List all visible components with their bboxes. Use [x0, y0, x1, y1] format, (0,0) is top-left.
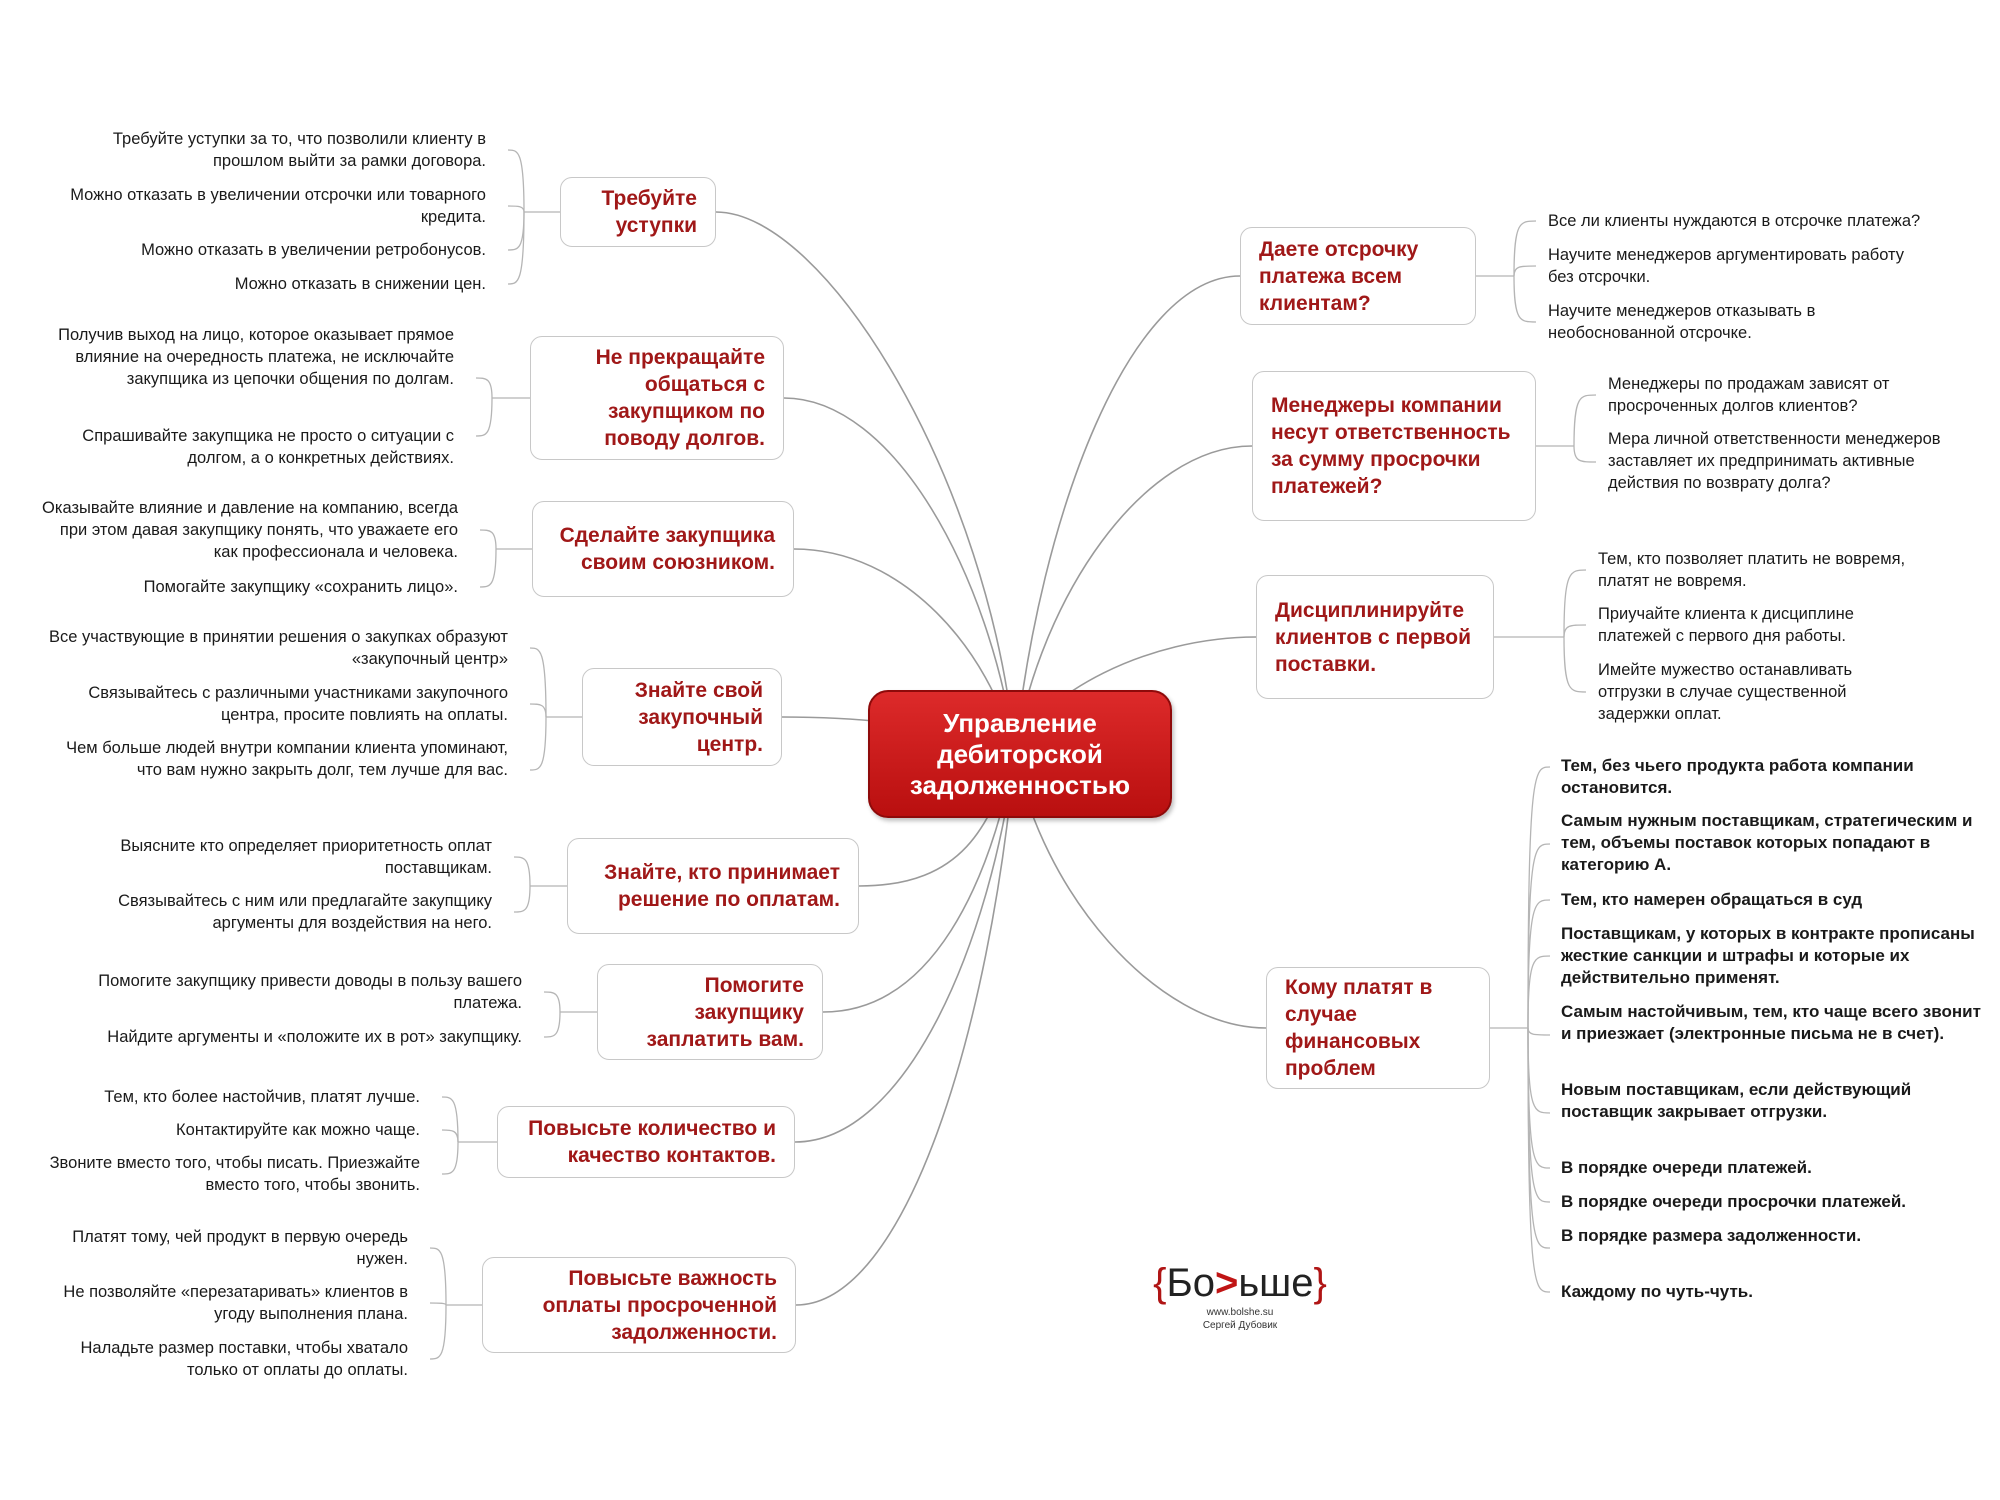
leaf-text: Связывайтесь с ним или предлагайте закупщику аргументы для воздействия на него. — [118, 892, 492, 932]
leaf-text: Научите менеджеров отказывать в необоснованной отсрочке. — [1548, 302, 1816, 342]
topic-who-gets-paid[interactable]: Кому платят в случае финансовых проблем — [1266, 967, 1490, 1089]
logo-brand-left: Бо — [1166, 1261, 1215, 1305]
leaf-text: Требуйте уступки за то, что позволили клиенту в прошлом выйти за рамки договора. — [112, 130, 486, 170]
logo-brand-right: ьше — [1238, 1261, 1314, 1305]
leaf-text: Не позволяйте «перезатаривать» клиентов в угоду выполнения плана. — [63, 1283, 408, 1323]
leaf-text: Выясните кто определяет приоритетность оплат поставщикам. — [120, 837, 492, 877]
bracket-line — [430, 1305, 446, 1359]
bracket-line — [1514, 266, 1536, 276]
leaf-text: Можно отказать в увеличении ретробонусов. — [141, 241, 486, 259]
bracket-line — [1528, 956, 1550, 1028]
leaf-text: Тем, кто более настойчив, платят лучше. — [104, 1088, 420, 1106]
bracket-line — [508, 150, 524, 212]
leaf-text: Имейте мужество останавливать отгрузки в случае существенной задержки оплат. — [1598, 661, 1853, 723]
bracket-line — [514, 886, 530, 912]
leaf-text: В порядке очереди платежей. — [1561, 1158, 1812, 1177]
leaf-text: Наладьте размер поставки, чтобы хватало только от оплаты до оплаты. — [80, 1339, 408, 1379]
bracket-line — [442, 1130, 458, 1142]
bracket-line — [530, 704, 546, 717]
leaf-text: Можно отказать в увеличении отсрочки или товарного кредита. — [70, 186, 486, 226]
topic-increase-contacts[interactable]: Повысьте количество и качество контактов. — [497, 1106, 795, 1178]
topic-know-payment-decider[interactable]: Знайте, кто принимает решение по оплатам. — [567, 838, 859, 934]
bracket-line — [1528, 1028, 1550, 1035]
central-topic[interactable]: Управление дебиторской задолженностью — [868, 690, 1172, 818]
leaf-text: Поставщикам, у которых в контракте прописаны жесткие санкции и штрафы и которые их действительно применят. — [1561, 924, 1975, 987]
bracket-line — [508, 212, 524, 284]
leaf-text: Контактируйте как можно чаще. — [176, 1121, 420, 1139]
bolshe-logo — [1145, 1260, 1335, 1332]
topic-help-buyer-pay[interactable]: Помогите закупщику заплатить вам. — [597, 964, 823, 1060]
bracket-line — [544, 1012, 560, 1037]
leaf-text: Все участвующие в принятии решения о закупках образуют «закупочный центр» — [48, 628, 508, 668]
bracket-line — [430, 1303, 446, 1305]
leaf-text: В порядке размера задолженности. — [1561, 1226, 1862, 1245]
leaf-text: Менеджеры по продажам зависят от просроченных долгов клиентов? — [1608, 375, 1890, 415]
leaf-text: Можно отказать в снижении цен. — [234, 275, 486, 293]
bracket-line — [430, 1248, 446, 1305]
leaf-text: Каждому по чуть-чуть. — [1561, 1282, 1753, 1301]
bracket-line — [476, 378, 492, 398]
trunk-line — [1015, 276, 1240, 752]
topic-increase-payment-importance[interactable]: Повысьте важность оплаты просроченной задолженности. — [482, 1257, 796, 1353]
leaf-text: Новым поставщикам, если действующий поставщик закрывает отгрузки. — [1561, 1080, 1912, 1121]
leaf-text: Связывайтесь с различными участниками закупочного центра, просите повлиять на оплаты. — [88, 684, 508, 724]
leaf-text: Самым настойчивым, тем, кто чаще всего звонит и приезжает (электронные письма не в счет). — [1561, 1002, 1981, 1043]
topic-know-purchasing-center[interactable]: Знайте свой закупочный центр. — [582, 668, 782, 766]
leaf-text: Приучайте клиента к дисциплине платежей с первого дня работы. — [1598, 605, 1854, 645]
bracket-line — [1528, 1028, 1550, 1113]
leaf-text: Самым нужным поставщикам, стратегическим и тем, объемы поставок которых попадают в категорию А. — [1561, 811, 1973, 874]
leaf-text: Все ли клиенты нуждаются в отсрочке платежа? — [1548, 212, 1921, 230]
bracket-line — [514, 857, 530, 886]
leaf-text: Чем больше людей внутри компании клиента упоминают, что вам нужно закрыть долг, тем лучше для вас. — [66, 739, 508, 779]
bracket-line — [1574, 395, 1596, 446]
bracket-line — [1514, 276, 1536, 322]
bracket-line — [442, 1097, 458, 1142]
leaf-text: В порядке очереди просрочки платежей. — [1561, 1192, 1906, 1211]
topic-deferral-for-all[interactable]: Даете отсрочку платежа всем клиентам? — [1240, 227, 1476, 325]
logo-author: Сергей Дубовик — [1202, 1320, 1278, 1331]
bracket-line — [1528, 900, 1550, 1028]
leaf-text: Помогайте закупщику «сохранить лицо». — [143, 578, 458, 596]
leaf-text: Тем, без чьего продукта работа компании остановится. — [1561, 756, 1914, 797]
bracket-line — [544, 992, 560, 1012]
leaf-text: Получив выход на лицо, которое оказывает прямое влияние на очередность платежа, не исключайте закупщика из цепочки общения по долгам. — [58, 326, 454, 388]
bracket-line — [476, 398, 492, 436]
leaf-text: Мера личной ответственности менеджеров заставляет их предпринимать активные действия по возврату долга? — [1608, 430, 1941, 492]
trunk-line — [796, 752, 1015, 1305]
leaf-text: Найдите аргументы и «положите их в рот» закупщику. — [107, 1028, 522, 1046]
topic-demand-concessions[interactable]: Требуйте уступки — [560, 177, 716, 247]
logo-url: www.bolshe.su — [1206, 1307, 1274, 1318]
topic-make-buyer-ally[interactable]: Сделайте закупщика своим союзником. — [532, 501, 794, 597]
leaf-text: Звоните вместо того, чтобы писать. Приезжайте вместо того, чтобы звонить. — [49, 1154, 420, 1194]
bracket-line — [1528, 844, 1550, 1028]
bracket-line — [1528, 1028, 1550, 1202]
topic-managers-responsibility[interactable]: Менеджеры компании несут ответственность за сумму просрочки платежей? — [1252, 371, 1536, 521]
logo-arrow-icon: > — [1214, 1261, 1239, 1305]
bracket-line — [480, 549, 496, 587]
topic-keep-talking-to-buyer[interactable]: Не прекращайте общаться с закупщиком по поводу долгов. — [530, 336, 784, 460]
bracket-line — [508, 206, 524, 212]
bracket-line — [1564, 625, 1586, 637]
leaf-text: Платят тому, чей продукт в первую очередь нужен. — [72, 1228, 408, 1268]
bracket-line — [480, 530, 496, 549]
leaf-text: Тем, кто намерен обращаться в суд — [1561, 890, 1863, 909]
leaf-text: Научите менеджеров аргументировать работу без отсрочки. — [1548, 246, 1905, 286]
bracket-line — [530, 717, 546, 770]
logo-wordmark: {Бо>ьше} — [1153, 1261, 1327, 1305]
bracket-line — [1564, 637, 1586, 692]
leaf-text: Спрашивайте закупщика не просто о ситуации с долгом, а о конкретных действиях. — [82, 427, 454, 467]
leaf-text: Оказывайте влияние и давление на компанию, всегда при этом давая закупщику понять, что уважаете его как профессионала и человека. — [42, 499, 458, 561]
bracket-line — [508, 212, 524, 250]
bracket-line — [1528, 767, 1550, 1028]
topic-discipline-clients[interactable]: Дисциплинируйте клиентов с первой поставки. — [1256, 575, 1494, 699]
bracket-line — [442, 1142, 458, 1174]
bracket-line — [1574, 446, 1596, 462]
leaf-text: Помогите закупщику привести доводы в пользу вашего платежа. — [98, 972, 522, 1012]
leaf-text: Тем, кто позволяет платить не вовремя, платят не вовремя. — [1598, 550, 1906, 590]
